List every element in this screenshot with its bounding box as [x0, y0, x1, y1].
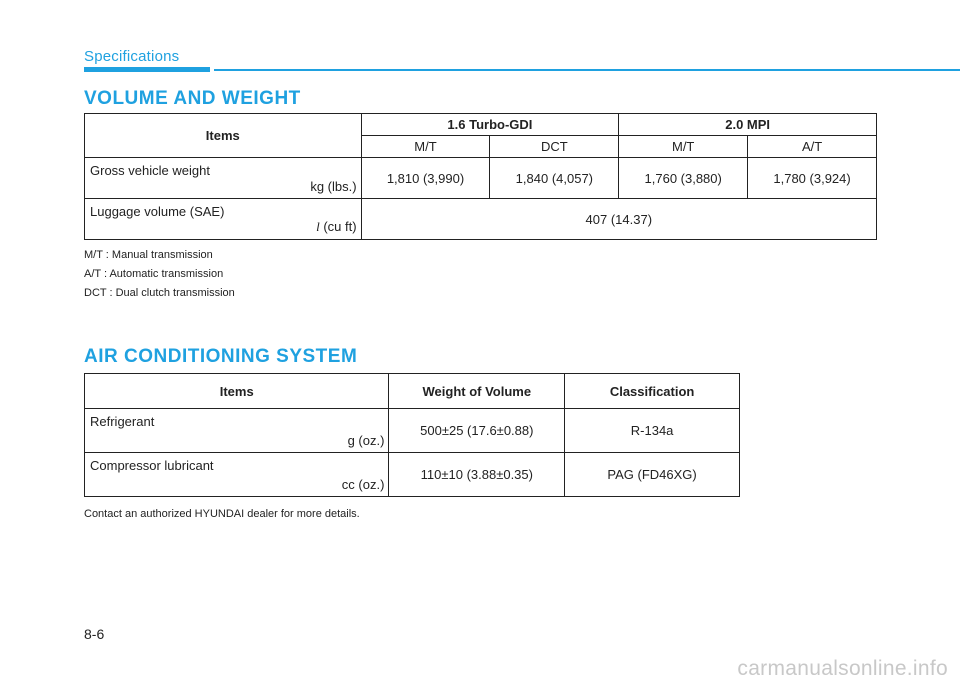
table-row — [85, 453, 740, 497]
transmission-header: DCT — [490, 136, 619, 158]
engine-header-2: 2.0 MPI — [619, 114, 877, 136]
weight-cell: 500±25 (17.6±0.88) — [389, 409, 565, 453]
item-cell — [85, 453, 389, 497]
table-row — [85, 409, 740, 453]
column-header-items: Items — [85, 374, 389, 409]
items-header: Items — [85, 114, 362, 158]
value-cell: 1,840 (4,057) — [490, 158, 619, 199]
item-unit: kg (lbs.) — [310, 179, 357, 194]
classification-cell: PAG (FD46XG) — [565, 453, 740, 497]
value-cell: 1,810 (3,990) — [361, 158, 490, 199]
item-cell — [85, 199, 362, 240]
item-unit — [316, 219, 356, 235]
liter-symbol: l — [316, 219, 320, 234]
header-bar-thick — [84, 67, 210, 72]
item-name: Compressor lubricant — [90, 458, 214, 473]
item-name: Luggage volume (SAE) — [90, 204, 225, 219]
item-name: Gross vehicle weight — [90, 163, 210, 178]
note-line: M/T : Manual transmission — [84, 249, 213, 261]
air-conditioning-table — [84, 373, 740, 497]
value-cell: 407 (14.37) — [361, 199, 876, 240]
volume-weight-table — [84, 113, 877, 240]
value-cell: 1,760 (3,880) — [619, 158, 748, 199]
classification-cell: R-134a — [565, 409, 740, 453]
note-line: A/T : Automatic transmission — [84, 268, 224, 280]
air-conditioning-title: AIR CONDITIONING SYSTEM — [84, 346, 358, 367]
item-cell — [85, 409, 389, 453]
weight-cell: 110±10 (3.88±0.35) — [389, 453, 565, 497]
column-header-classification: Classification — [565, 374, 740, 409]
item-unit: cc (oz.) — [341, 477, 385, 492]
item-name: Refrigerant — [90, 414, 155, 429]
item-cell — [85, 158, 362, 199]
value-cell: 1,780 (3,924) — [748, 158, 877, 199]
transmission-header: M/T — [619, 136, 748, 158]
header-bar-thin — [214, 69, 960, 71]
column-header-weight: Weight of Volume — [389, 374, 565, 409]
watermark: carmanualsonline.info — [737, 657, 948, 680]
note-line: DCT : Dual clutch transmission — [84, 287, 235, 299]
item-unit-text: (cu ft) — [323, 219, 357, 234]
dealer-note: Contact an authorized HYUNDAI dealer for more details. — [84, 508, 360, 520]
engine-header-1: 1.6 Turbo-GDI — [361, 114, 619, 136]
table-row — [85, 199, 877, 240]
table-row — [85, 158, 877, 199]
item-unit: g (oz.) — [347, 433, 385, 448]
volume-weight-title: VOLUME AND WEIGHT — [84, 88, 301, 109]
transmission-header: M/T — [361, 136, 490, 158]
transmission-header: A/T — [748, 136, 877, 158]
section-header-label: Specifications — [84, 48, 180, 65]
page-number: 8-6 — [84, 626, 105, 642]
